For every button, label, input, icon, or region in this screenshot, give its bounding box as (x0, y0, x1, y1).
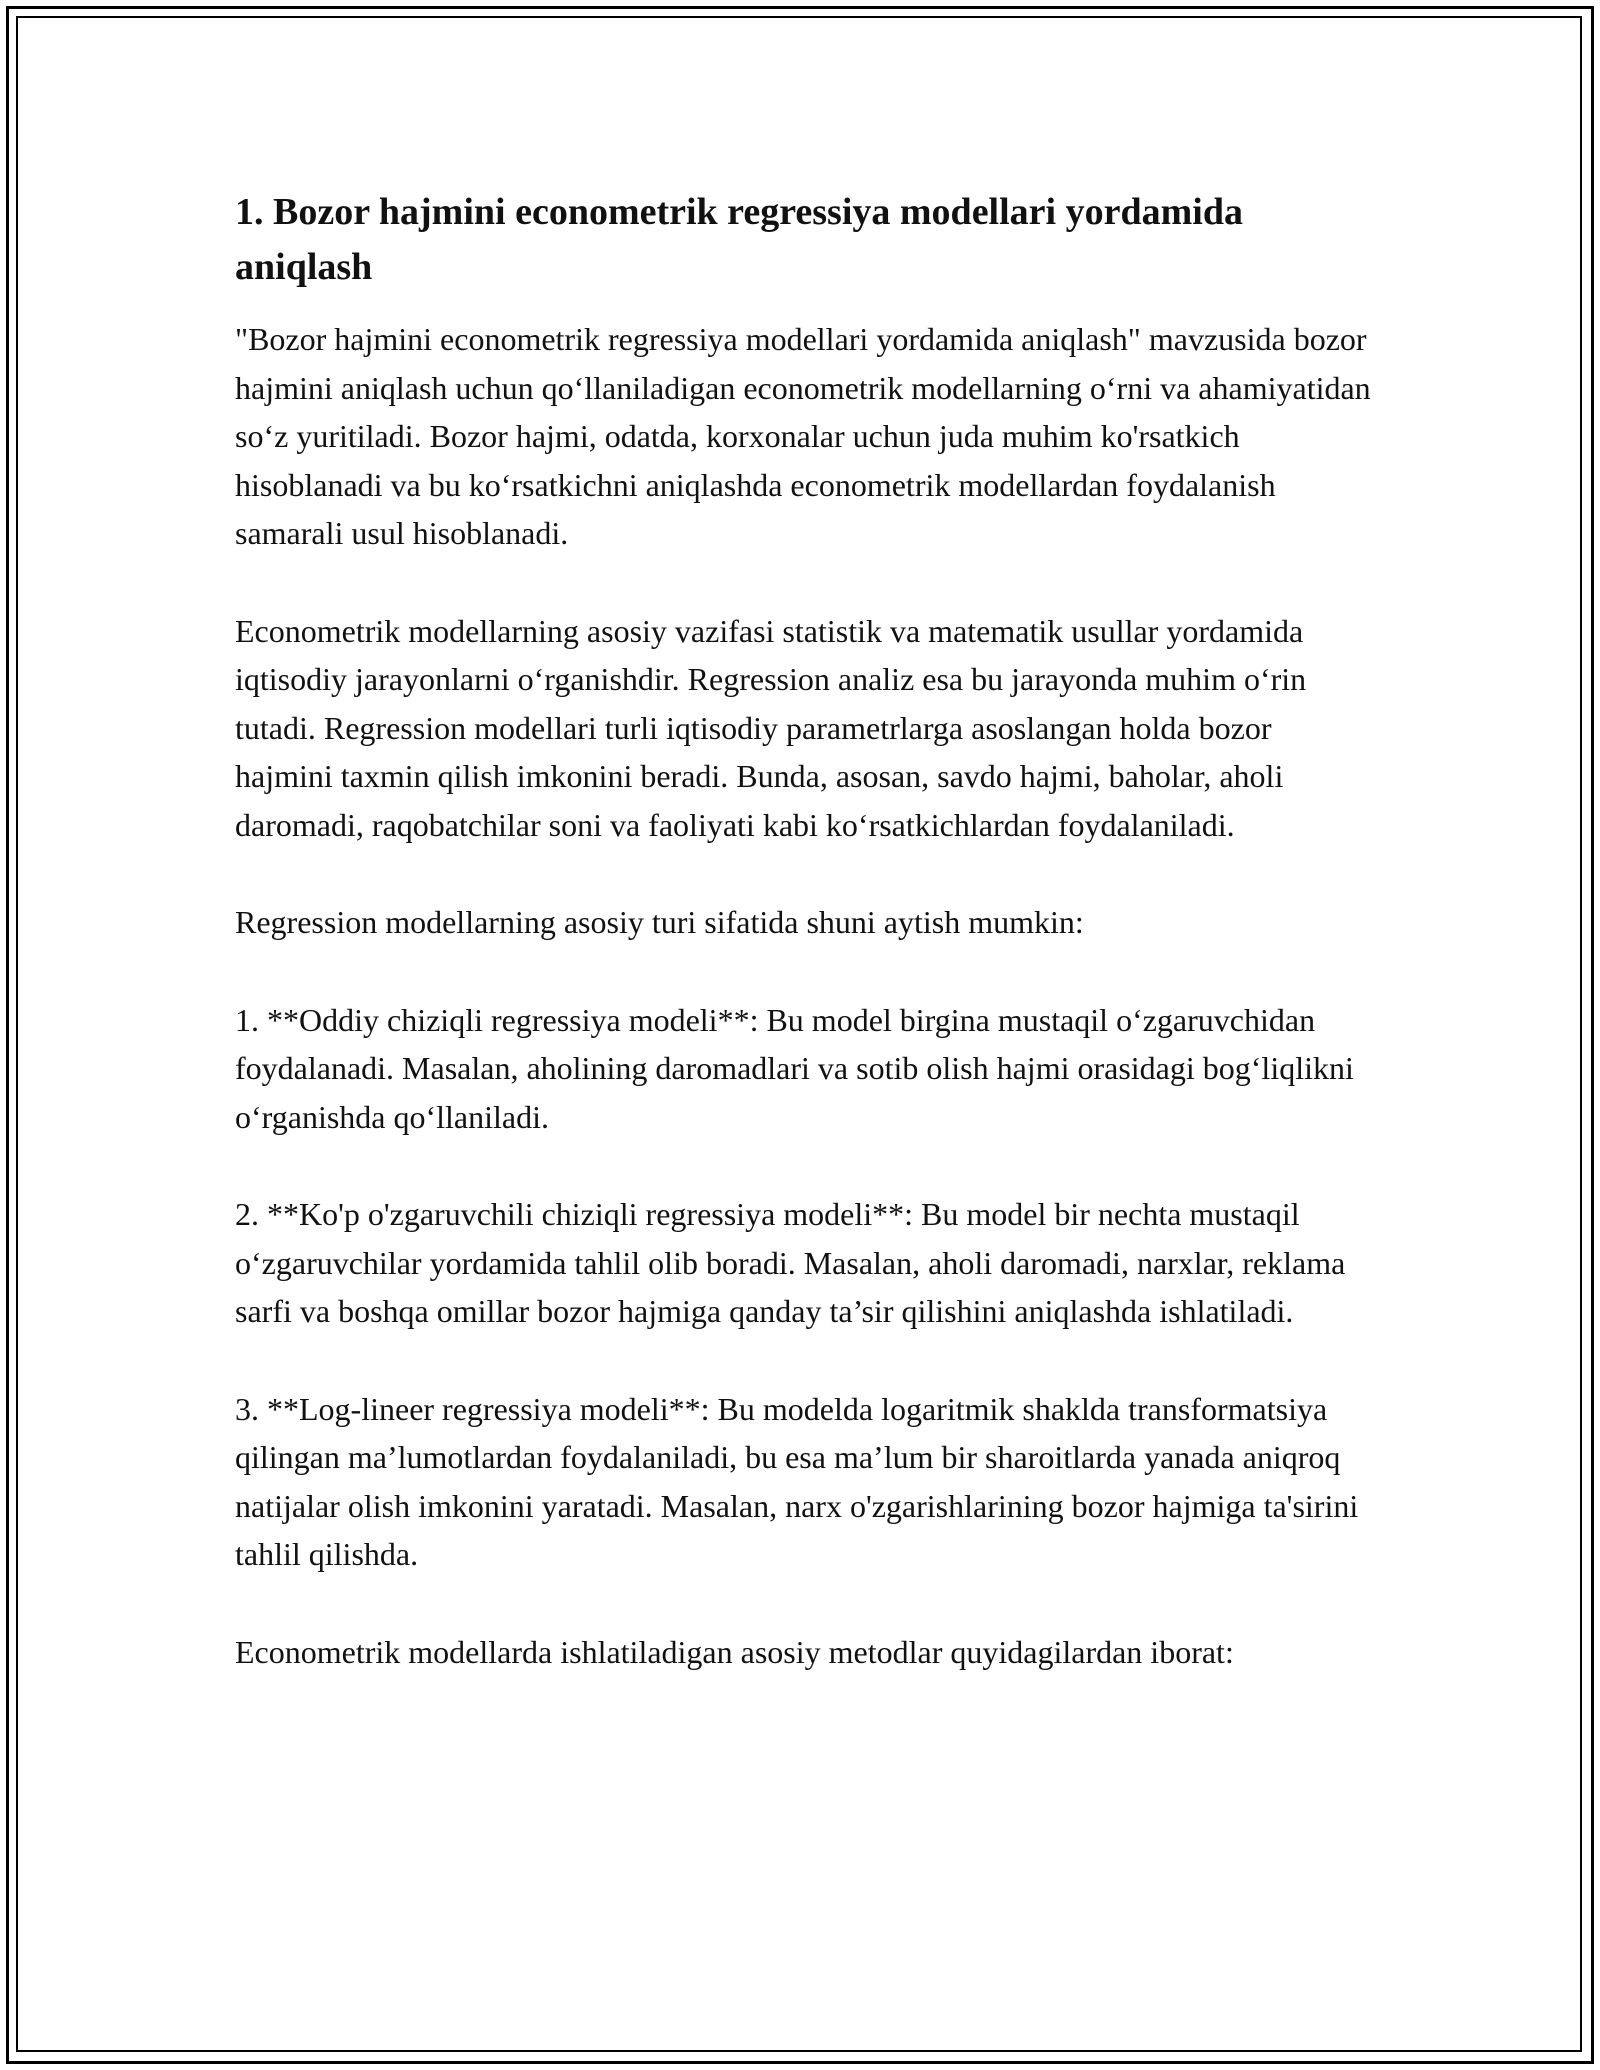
paragraph-intro: "Bozor hajmini econometrik regressiya modellari yordamida aniqlash" mavzusida bozor hajmini aniqlash uchun qoʻllaniladigan econometrik modellarning oʻrni va ahamiyatidan soʻz yuritiladi. Bozor hajmi, odatda, korxonalar uchun juda muhim ko'rsatkich hisoblanadi va bu koʻrsatkichni aniqlashda econometrik modellardan foydalanish samarali usul hisoblanadi. (235, 321, 1371, 551)
paragraph-methods-lead: Econometrik modellarda ishlatiladigan asosiy metodlar quyidagilardan iborat: (235, 1633, 1234, 1670)
list-item-simple-linear: 1. **Oddiy chiziqli regressiya modeli**: Bu model birgina mustaqil oʻzgaruvchidan foydalanadi. Masalan, aholining daromadlari va sotib olish hajmi orasidagi bogʻliqlikni oʻrganishda qoʻllaniladi. (235, 1001, 1354, 1135)
document-body (235, 185, 1375, 1725)
list-item-multiple-linear: 2. **Ko'p o'zgaruvchili chiziqli regressiya modeli**: Bu model bir nechta mustaqil oʻzgaruvchilar yordamida tahlil olib boradi. Masalan, aholi daromadi, narxlar, reklama sarfi va boshqa omillar bozor hajmiga qanday ta’sir qilishini aniqlashda ishlatiladi. (235, 1196, 1346, 1329)
paragraph-econometric-tasks: Econometrik modellarning asosiy vazifasi statistik va matematik usullar yordamida iqtisodiy jarayonlarni oʻrganishdir. Regression analiz esa bu jarayonda muhim oʻrin tutadi. Regression modellari turli iqtisodiy parametrlarga asoslangan holda bozor hajmini taxmin qilish imkonini beradi. Bunda, asosan, savdo hajmi, baholar, aholi daromadi, raqobatchilar soni va faoliyati kabi koʻrsatkichlardan foydalaniladi. (235, 612, 1307, 843)
list-item-log-linear: 3. **Log-lineer regressiya modeli**: Bu modelda logaritmik shaklda transformatsiya qilingan ma’lumotlardan foydalaniladi, bu esa ma’lum bir sharoitlarda yanada aniqroq natijalar olish imkonini yaratadi. Masalan, narx o'zgarishlarining bozor hajmiga ta'sirini tahlil qilishda. (235, 1390, 1359, 1572)
document-title: 1. Bozor hajmini econometrik regressiya modellari yordamida aniqlash (235, 191, 1243, 288)
paragraph-model-types-lead: Regression modellarning asosiy turi sifatida shuni aytish mumkin: (235, 904, 1084, 940)
